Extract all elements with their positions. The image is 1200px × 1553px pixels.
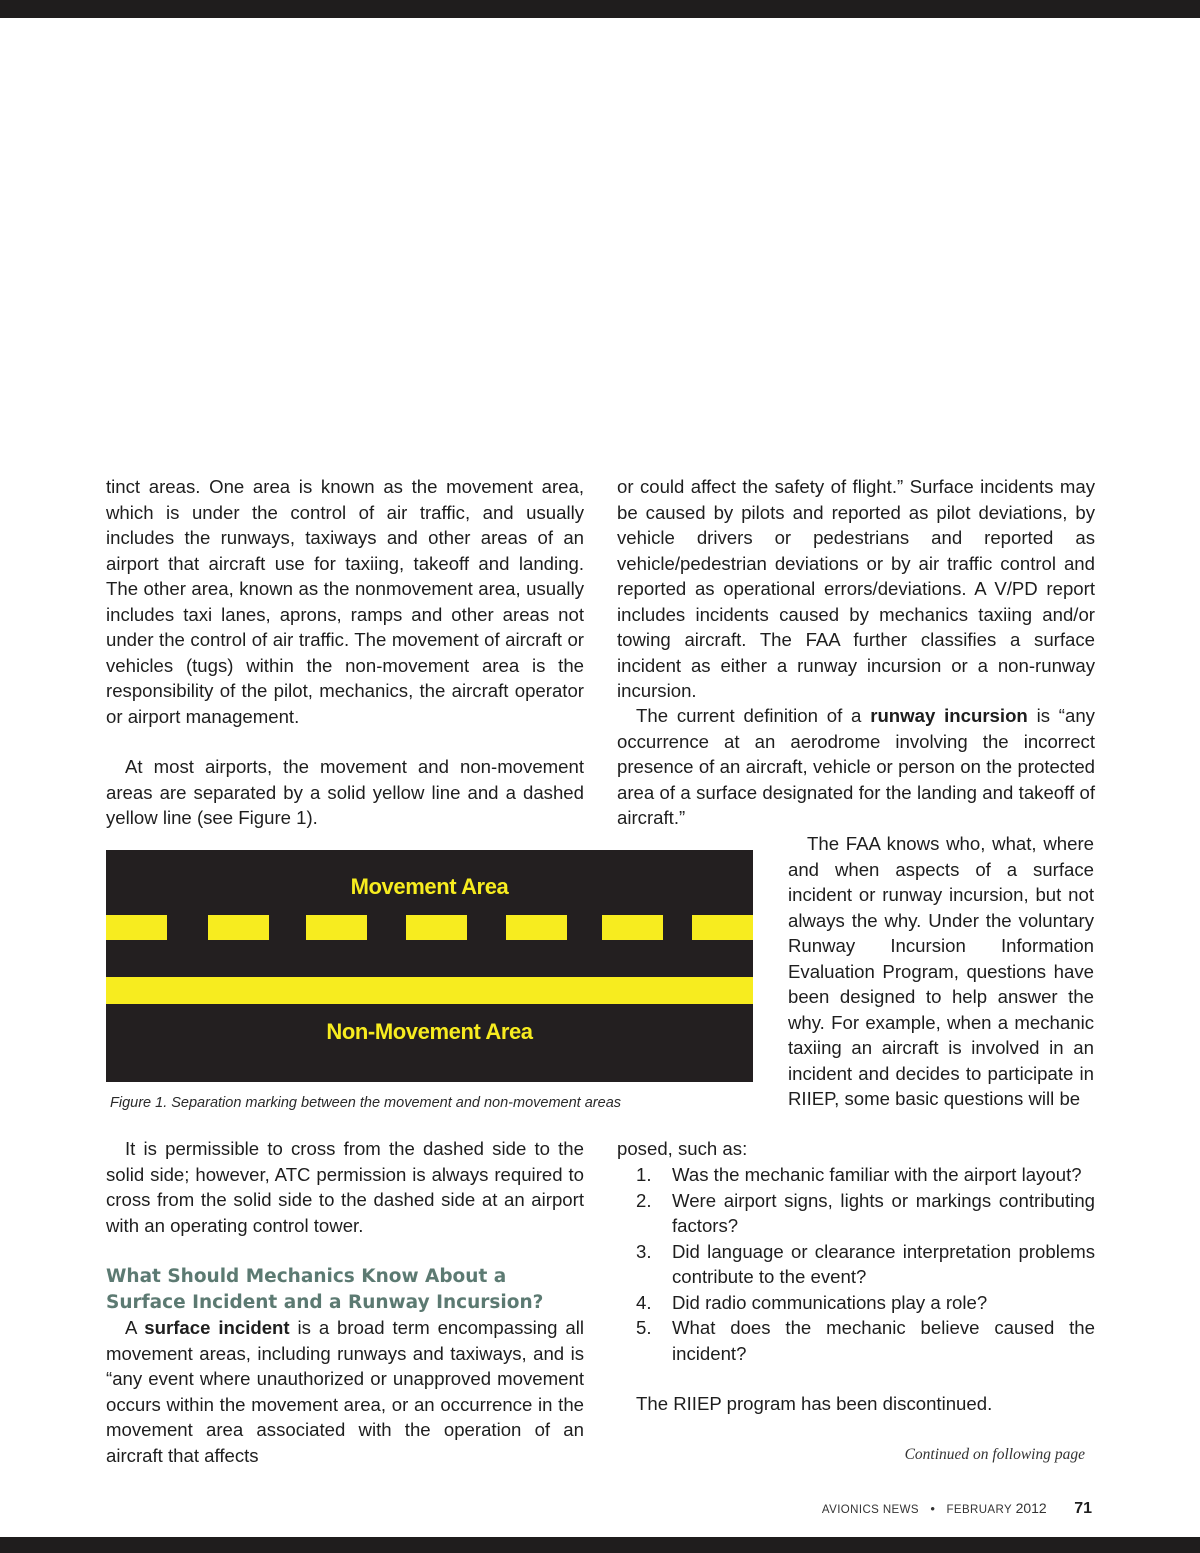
figure-separation-marking	[106, 850, 753, 1082]
top-border-bar	[0, 0, 1200, 18]
left-paragraph-1: tinct areas. One area is known as the movement area, which is under the control of air traffic, and usually includes the runways, taxiways and other areas of an airport that aircraft use for taxiing, takeoff and landing. The other area, known as the nonmovement area, usually includes taxi lanes, aprons, ramps and other areas not under the control of air traffic. The movement of aircraft or vehicles (tugs) within the non-movement area is the responsibility of the pilot, mechanics, the aircraft operator or airport management.	[106, 476, 584, 727]
list-item	[617, 1188, 1095, 1239]
non-movement-area-label: Non-Movement Area	[326, 1019, 533, 1044]
list-item	[617, 1290, 1095, 1316]
left-paragraph-surface-incident	[106, 1315, 584, 1468]
list-item-text: Was the mechanic familiar with the airport layout?	[672, 1164, 1082, 1185]
movement-area-label: Movement Area	[350, 874, 509, 899]
figure-caption: Figure 1. Separation marking between the movement and non-movement areas	[110, 1095, 622, 1111]
dashed-line-segment	[208, 915, 269, 940]
dashed-line-segment	[506, 915, 567, 940]
issue-month: FEBRUARY	[946, 1504, 1013, 1516]
bullet-separator: •	[930, 1501, 935, 1516]
list-number: 3.	[636, 1240, 652, 1262]
dashed-line-segment	[106, 915, 167, 940]
dashed-line-segment	[306, 915, 367, 940]
list-item	[617, 1162, 1095, 1188]
page-number: 71	[1074, 1500, 1092, 1517]
list-item-text: What does the mechanic believe caused the incident?	[672, 1317, 1095, 1364]
list-item-text: Did language or clearance interpretation problems contribute to the event?	[672, 1240, 1095, 1287]
continued-note: Continued on following page	[904, 1446, 1085, 1463]
issue-year: 2012	[1015, 1500, 1047, 1516]
questions-list	[617, 1162, 1095, 1366]
list-item	[617, 1315, 1095, 1366]
term-surface-incident: surface incident	[144, 1317, 290, 1338]
list-item-text: Did radio communications play a role?	[672, 1291, 988, 1313]
dashed-line-segment	[692, 915, 753, 940]
page-footer	[700, 1500, 1092, 1518]
left-paragraph-2: At most airports, the movement and non-movement areas are separated by a solid yellow line and a dashed yellow line (see Figure 1).	[106, 756, 584, 828]
list-item	[617, 1239, 1095, 1290]
term-runway-incursion: runway incursion	[870, 705, 1028, 726]
text-run: is a broad term encompassing all movement areas, including runways and taxiways, and is “any event where unauthorized or unapproved movement occurs within the movement area, or an occurrence in the movement area associated with the operation of an aircraft that affects	[106, 1317, 584, 1466]
right-paragraph-runway-incursion	[617, 703, 1095, 831]
list-number: 4.	[636, 1291, 652, 1313]
bottom-border-bar	[0, 1537, 1200, 1553]
dashed-line-segment	[602, 915, 663, 940]
text-run: A	[125, 1317, 145, 1338]
list-number: 2.	[636, 1189, 652, 1211]
right-paragraph-1: or could affect the safety of flight.” Surface incidents may be caused by pilots and reported as pilot deviations, by vehicle drivers or pedestrians and reported as vehicle/pedestrian deviations or by air traffic control and reported as operational errors/deviations. A V/PD report includes incidents caused by mechanics taxiing and/or towing aircraft. The FAA further classifies a surface incident as either a runway incursion or a non-runway incursion.	[617, 476, 1095, 701]
right-paragraph-wrap: The FAA knows who, what, where and when aspects of a surface incident or runway incursion, but not always the why. Under the voluntary Runway Incursion Information Evaluation Program, questions have been designed to help answer the why. For example, when a mechanic taxiing an aircraft is involved in an incident and decides to participate in RIIEP, some basic questions will be	[788, 833, 1094, 1109]
section-heading: What Should Mechanics Know About a Surface Incident and a Runway Incursion?	[106, 1266, 544, 1313]
dashed-line-segment	[406, 915, 467, 940]
publication-name: AVIONICS NEWS	[821, 1504, 919, 1516]
solid-yellow-line	[106, 977, 753, 1004]
left-paragraph-3: It is permissible to cross from the dashed side to the solid side; however, ATC permission is always required to cross from the solid side to the dashed side at an airport with an operating control tower.	[106, 1138, 584, 1236]
list-number: 5.	[636, 1317, 652, 1338]
list-item-text: Were airport signs, lights or markings contributing factors?	[672, 1189, 1095, 1236]
list-number: 1.	[636, 1164, 652, 1185]
text-run: The current definition of a	[636, 705, 871, 726]
right-paragraph-wrap-end: posed, such as:	[617, 1138, 748, 1159]
text-run: is “any occurrence at an aerodrome involving the incorrect presence of an aircraft, vehicle or person on the protected area of a surface designated for the landing and takeoff of aircraft.”	[617, 705, 1095, 828]
closing-sentence: The RIIEP program has been discontinued.	[636, 1393, 993, 1414]
